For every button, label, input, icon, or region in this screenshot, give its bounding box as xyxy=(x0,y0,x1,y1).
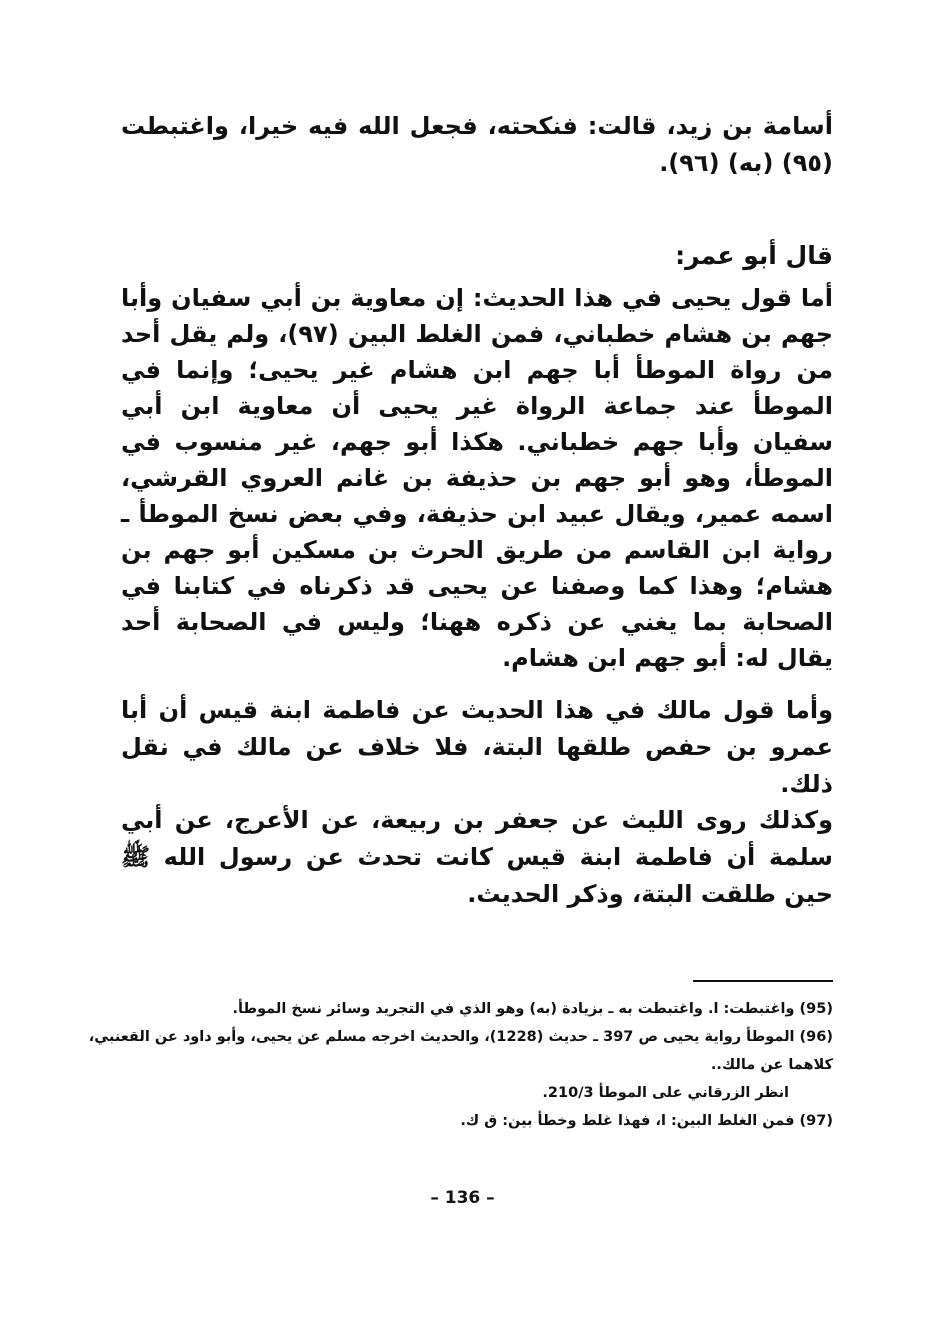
page-number: – 136 – xyxy=(430,1188,495,1208)
section-heading: قال أبو عمر: xyxy=(675,241,833,270)
paragraph-1: أسامة بن زيد، قالت: فنكحته، فجعل الله فيه خيرا، واغتبطت (٩٥) (به) (٩٦). xyxy=(121,112,833,177)
paragraph-2: أما قول يحيى في هذا الحديث: إن معاوية بن أبي سفيان وأبا جهم بن هشام خطباني، فمن الغلط البين (٩٧)، ولم يقل أحد من رواة الموطأ أبا جهم ابن هشام غير يحيى؛ وإنما في الموطأ عند جماعة الرواة غير يحيى أن معاوية ابن أبي سفيان وأبا جهم خطباني. هكذا أبو جهم، غير منسوب في الموطأ، وهو أبو جهم بن حذيفة بن غانم العروي القرشي، اسمه عمير، ويقال عبيد ابن حذيفة، وفي بعض نسخ الموطأ ـ رواية ابن القاسم من طريق الحرث بن مسكين أبو جهم بن هشام؛ وهذا كما وصفنا عن يحيى قد ذكرناه في كتابنا في الصحابة بما يغني عن ذكره ههنا؛ وليس في الصحابة أحد يقال له: أبو جهم ابن هشام. xyxy=(121,284,834,672)
footnote-95: (95) واغتبطت: ا. واغتبطت به ـ بزيادة (به) وهو الذي في التجريد وسائر نسخ الموطأ. xyxy=(232,1001,833,1017)
footnote-96: (96) الموطأ رواية يحيى ص 397 ـ حديث (1228)، والحديث اخرجه مسلم عن يحيى، وأبو داود عن القعنبي، كلاهما عن مالك.. xyxy=(88,1029,833,1073)
paragraph-4: وكذلك روى الليث عن جعفر بن ربيعة، عن الأعرج، عن أبي سلمة أن فاطمة ابنة قيس كانت تحدث عن رسول الله ﷺ حين طلقت البتة، وذكر الحديث. xyxy=(121,806,833,908)
paragraph-3: وأما قول مالك في هذا الحديث عن فاطمة ابنة قيس أن أبا عمرو بن حفص طلقها البتة، فلا خلاف عن مالك في نقل ذلك. xyxy=(121,696,833,798)
footnote-96-continuation: انظر الزرقاني على الموطأ 210/3. xyxy=(542,1085,789,1101)
footnote-separator xyxy=(693,980,833,982)
footnotes-list xyxy=(88,995,833,1135)
footnote-97: (97) فمن الغلط البين: ا، فهذا غلط وخطأ بين: ق ك. xyxy=(460,1113,833,1129)
